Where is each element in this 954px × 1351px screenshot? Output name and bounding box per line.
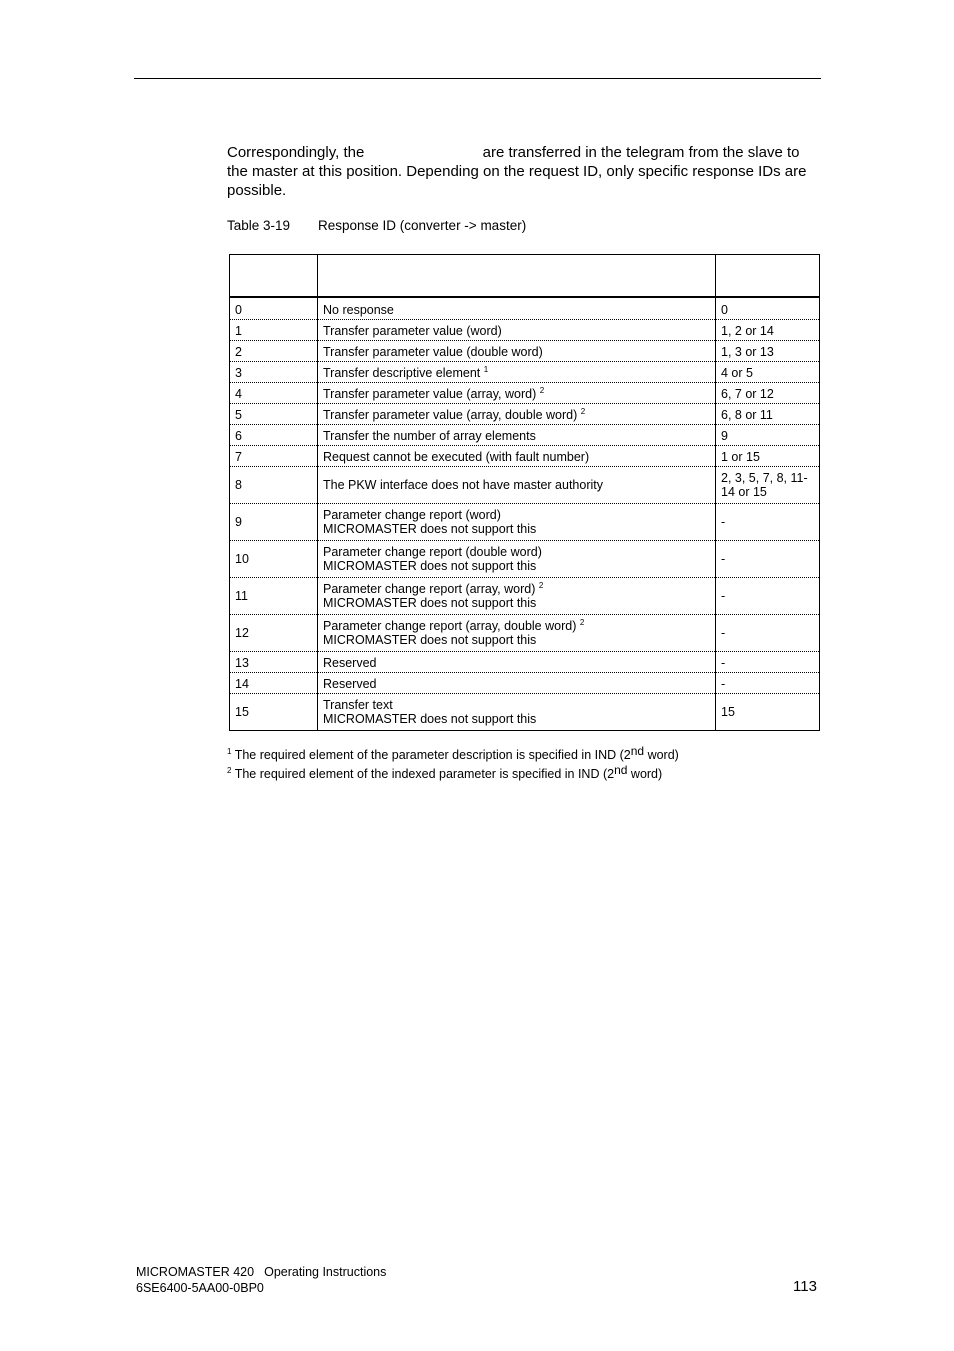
description-text: Transfer descriptive element [323, 365, 481, 380]
table-header-row [230, 255, 820, 298]
request-id-cell: 0 [716, 297, 820, 320]
request-id-cell: 4 or 5 [716, 362, 820, 383]
table-row [230, 383, 820, 404]
description-line [323, 450, 710, 464]
table-row [230, 541, 820, 578]
footnote-text-end: word) [644, 748, 679, 762]
response-id-cell: 14 [230, 673, 318, 694]
table-row [230, 297, 820, 320]
footnote-ordinal: nd [614, 763, 628, 777]
response-id-cell: 12 [230, 615, 318, 652]
description-cell [318, 362, 716, 383]
description-note: MICROMASTER does not support this [323, 712, 537, 726]
request-id-cell: 2, 3, 5, 7, 8, 11-14 or 15 [716, 467, 820, 504]
table-row [230, 578, 820, 615]
description-cell [318, 694, 716, 731]
description-text: Parameter change report (double word) [323, 545, 542, 559]
description-cell [318, 615, 716, 652]
table-row [230, 320, 820, 341]
footnote-text-end: word) [627, 767, 663, 781]
description-note: MICROMASTER does not support this [323, 633, 537, 647]
footnote-text: The required element of the parameter description is specified in IND (2 [234, 748, 631, 762]
description-line [323, 345, 710, 359]
response-id-cell: 5 [230, 404, 318, 425]
request-id-cell: - [716, 541, 820, 578]
description-cell [318, 404, 716, 425]
table-row [230, 615, 820, 652]
table-caption [227, 218, 526, 233]
footnote-ref: 2 [538, 580, 544, 590]
request-id-cell: 6, 7 or 12 [716, 383, 820, 404]
description-cell [318, 425, 716, 446]
footer-order-number: 6SE6400-5AA00-0BP0 [136, 1281, 264, 1295]
description-line [323, 508, 710, 522]
table-number: Table 3-19 [227, 218, 291, 233]
response-id-cell: 7 [230, 446, 318, 467]
description-text: Transfer parameter value (double word) [323, 344, 543, 359]
description-cell [318, 673, 716, 694]
table-row [230, 694, 820, 731]
footnote-mark: 1 [227, 746, 232, 756]
intro-paragraph [227, 143, 821, 200]
footnote-ref: 2 [539, 385, 545, 395]
description-line [323, 303, 710, 317]
description-text: Transfer the number of array elements [323, 428, 536, 443]
page-footer [136, 1264, 386, 1296]
response-id-cell: 10 [230, 541, 318, 578]
response-id-cell: 6 [230, 425, 318, 446]
request-id-cell: 9 [716, 425, 820, 446]
description-line [323, 656, 710, 670]
description-line [323, 387, 710, 401]
footer-doc-type: Operating Instructions [264, 1265, 387, 1279]
response-id-cell: 3 [230, 362, 318, 383]
request-id-cell: 1, 2 or 14 [716, 320, 820, 341]
footnote-mark: 2 [227, 765, 232, 775]
description-line [323, 324, 710, 338]
description-text: Reserved [323, 655, 377, 670]
intro-after: are transferred in the telegram from the slave to the master at this position. Depending on the request ID, only specific response IDs are possible. [227, 144, 807, 199]
request-id-cell: 15 [716, 694, 820, 731]
header-cell-3 [716, 255, 820, 298]
response-id-cell: 11 [230, 578, 318, 615]
response-id-cell: 1 [230, 320, 318, 341]
description-cell [318, 341, 716, 362]
description-cell [318, 297, 716, 320]
intro-before: Correspondingly, the [227, 144, 365, 161]
table-row [230, 446, 820, 467]
table-row [230, 362, 820, 383]
description-text: Parameter change report (array, word) [323, 582, 536, 596]
request-id-cell: - [716, 673, 820, 694]
description-line [323, 545, 710, 559]
header-cell-1 [230, 255, 318, 298]
request-id-cell: - [716, 578, 820, 615]
description-note: MICROMASTER does not support this [323, 522, 537, 536]
footnote-ref: 1 [483, 364, 489, 374]
response-id-table [229, 254, 820, 731]
request-id-cell: 1 or 15 [716, 446, 820, 467]
description-line [323, 582, 710, 596]
description-text: Parameter change report (array, double word) [323, 619, 577, 633]
description-line [323, 366, 710, 380]
request-id-cell: - [716, 504, 820, 541]
description-line [323, 677, 710, 691]
response-id-cell: 8 [230, 467, 318, 504]
footer-product: MICROMASTER 420 [136, 1265, 255, 1279]
description-text: The PKW interface does not have master authority [323, 478, 603, 492]
footnote-ref: 2 [580, 406, 586, 416]
description-cell [318, 446, 716, 467]
table-row [230, 673, 820, 694]
description-cell [318, 467, 716, 504]
description-line [323, 408, 710, 422]
table-row [230, 652, 820, 673]
description-cell [318, 504, 716, 541]
description-note: MICROMASTER does not support this [323, 559, 537, 573]
table-row [230, 425, 820, 446]
table-title: Response ID (converter -> master) [318, 218, 527, 233]
description-cell [318, 383, 716, 404]
request-id-cell: - [716, 652, 820, 673]
footnote-text: The required element of the indexed parameter is specified in IND (2 [234, 767, 615, 781]
header-rule [134, 78, 821, 79]
request-id-cell: - [716, 615, 820, 652]
description-note: MICROMASTER does not support this [323, 596, 537, 610]
description-text: Transfer text [323, 698, 393, 712]
description-text: Transfer parameter value (array, word) [323, 386, 537, 401]
description-text: Transfer parameter value (word) [323, 323, 502, 338]
description-cell [318, 320, 716, 341]
response-id-cell: 4 [230, 383, 318, 404]
response-id-cell: 9 [230, 504, 318, 541]
description-cell [318, 652, 716, 673]
table-row [230, 341, 820, 362]
description-text: Transfer parameter value (array, double word) [323, 407, 578, 422]
response-id-cell: 13 [230, 652, 318, 673]
description-text: Reserved [323, 676, 377, 691]
description-line [323, 698, 710, 712]
table-row [230, 467, 820, 504]
footnote-2 [227, 763, 662, 781]
request-id-cell: 1, 3 or 13 [716, 341, 820, 362]
description-cell [318, 541, 716, 578]
description-line [323, 429, 710, 443]
description-line [323, 619, 710, 633]
response-id-cell: 2 [230, 341, 318, 362]
description-line [323, 478, 710, 492]
table-row [230, 504, 820, 541]
description-cell [318, 578, 716, 615]
header-cell-2 [318, 255, 716, 298]
response-id-cell: 15 [230, 694, 318, 731]
description-text: Parameter change report (word) [323, 508, 501, 522]
footnote-1 [227, 744, 679, 762]
description-text: Request cannot be executed (with fault number) [323, 449, 590, 464]
table-row [230, 404, 820, 425]
response-id-cell: 0 [230, 297, 318, 320]
request-id-cell: 6, 8 or 11 [716, 404, 820, 425]
description-text: No response [323, 302, 394, 317]
page-number: 113 [793, 1278, 817, 1295]
footnote-ordinal: nd [630, 744, 645, 758]
footnote-ref: 2 [579, 617, 585, 627]
